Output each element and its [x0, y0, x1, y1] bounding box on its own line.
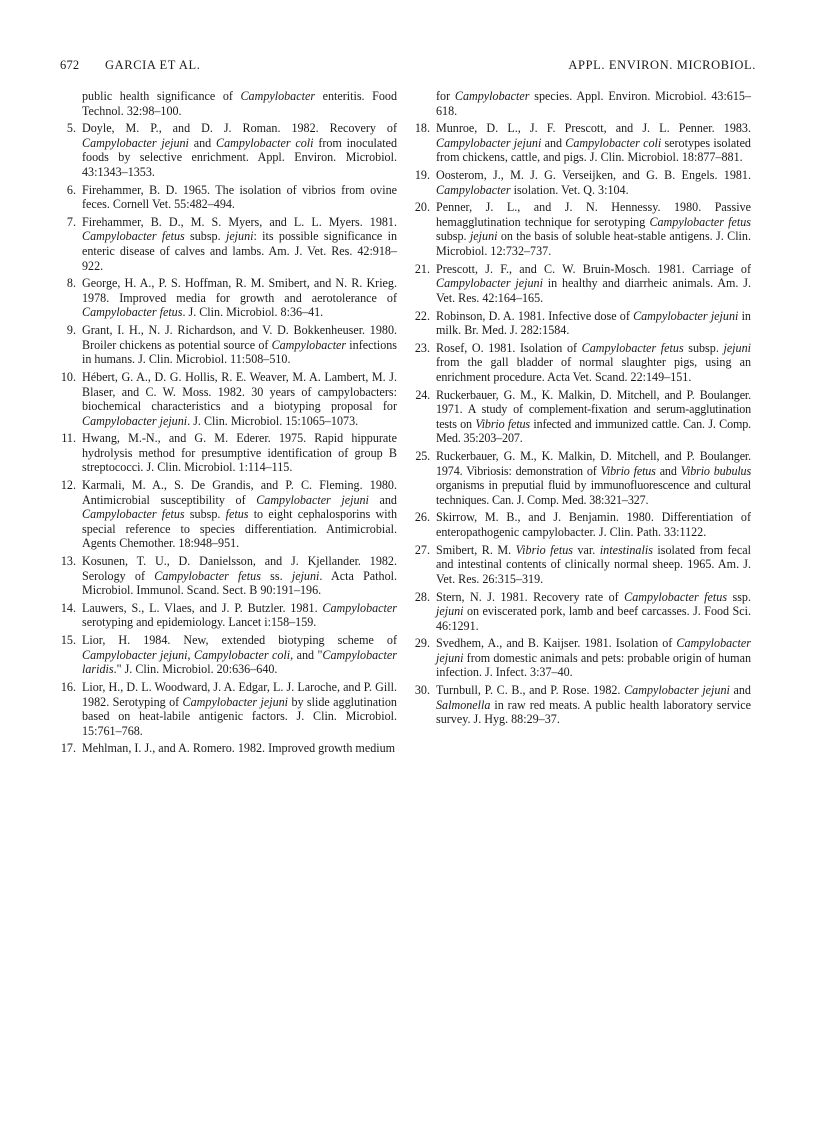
reference-number: 9. — [66, 323, 76, 338]
reference-24: 24. Ruckerbauer, G. M., K. Malkin, D. Mitchell, and P. Boulanger. 1971. A study of complement-fixation and serum-agglutination tests on Vibrio fetus infected and immunized cattle. Can. J. Comp. Med. 35:203–207. — [415, 387, 752, 446]
reference-number: 30. — [414, 683, 430, 698]
reference-number: 27. — [414, 542, 430, 557]
reference-authors: Ruckerbauer, G. M., K. Malkin, D. Mitchell, and P. Boulanger. — [436, 387, 751, 402]
reference-number: 8. — [66, 276, 76, 291]
reference-20: 20. Penner, J. L., and J. N. Hennessy. 1980. Passive hemagglutination technique for serotyping Campylobacter fetus subsp. jejuni on the basis of soluble heat-stable antigens. J. Clin. Microbiol. 12:732–737. — [414, 200, 751, 259]
reference-number: 14. — [60, 600, 76, 615]
reference-23: 23. Rosef, O. 1981. Isolation of Campylobacter fetus subsp. jejuni from the gall bladder of normal slaughter pigs, using an enrichment procedure. Acta Vet. Scand. 22:149–151. — [414, 340, 751, 384]
reference-authors: Lior, H. — [82, 633, 131, 648]
reference-authors: Rosef, O. — [436, 340, 484, 355]
reference-22: 22. Robinson, D. A. 1981. Infective dose of Campylobacter jejuni in milk. Br. Med. J. 282:1584. — [414, 308, 751, 338]
reference-17: 17. Mehlman, I. J., and A. Romero. 1982. Improved growth medium — [60, 741, 396, 756]
reference-6: 6. Firehammer, B. D. 1965. The isolation of vibrios from ovine feces. Cornell Vet. 55:482–494. — [60, 183, 397, 212]
reference-authors: George, H. A., P. S. Hoffman, R. M. Smibert, and N. R. Krieg. — [82, 276, 397, 291]
running-header — [60, 58, 756, 78]
reference-authors: Munroe, D. L., J. F. Prescott, and J. L. Penner. — [436, 121, 715, 136]
reference-12: 12. Karmali, M. A., S. De Grandis, and P. C. Fleming. 1980. Antimicrobial susceptibility of Campylobacter jejuni and Campylobacter fetus subsp. fetus to eight cephalosporins with special reference to species differentiation. Antimicrobial. Agents Chemother. 18:948–951. — [60, 478, 397, 551]
reference-number: 12. — [60, 478, 76, 493]
reference-authors: Robinson, D. A. — [436, 308, 515, 323]
reference-28: 28. Stern, N. J. 1981. Recovery rate of Campylobacter fetus ssp. jejuni on eviscerated pork, lamb and beef carcasses. J. Food Sci. 46:1291. — [414, 589, 751, 633]
reference-8: 8. George, H. A., P. S. Hoffman, R. M. Smibert, and N. R. Krieg. 1978. Improved media for growth and aerotolerance of Campylobacter fetus. J. Clin. Microbiol. 8:36–41. — [60, 276, 397, 320]
reference-number: 21. — [414, 261, 430, 276]
reference-21: 21. Prescott, J. F., and C. W. Bruin-Mosch. 1981. Carriage of Campylobacter jejuni in healthy and diarrheic animals. Am. J. Vet. Res. 42:164–165. — [414, 261, 751, 305]
reference-authors: Prescott, J. F., and C. W. Bruin-Mosch. — [436, 261, 651, 276]
reference-number: 26. — [414, 510, 430, 525]
reference-authors: Svedhem, A., and B. Kaijser. — [436, 636, 581, 651]
reference-30: 30. Turnbull, P. C. B., and P. Rose. 1982. Campylobacter jejuni and Salmonella in raw red meats. A public health laboratory service survey. J. Hyg. 88:29–37. — [414, 683, 751, 727]
reference-number: 23. — [414, 340, 430, 355]
reference-authors: Firehammer, B. D., M. S. Myers, and L. L. Myers. — [82, 214, 363, 229]
reference-authors: Firehammer, B. D. — [82, 182, 178, 197]
reference-number: 24. — [415, 387, 430, 402]
reference-number: 15. — [60, 633, 76, 648]
reference-authors: Mehlman, I. J., and A. Romero. — [82, 741, 235, 756]
reference-7: 7. Firehammer, B. D., M. S. Myers, and L. L. Myers. 1981. Campylobacter fetus subsp. jejuni: its possible significance in enteric disease of calves and lambs. Am. J. Vet. Res. 42:918–922. — [60, 215, 397, 273]
reference-27: 27. Smibert, R. M. Vibrio fetus var. intestinalis isolated from fecal and intestinal contents of clinically normal sheep. 1965. Am. J. Vet. Res. 26:315–319. — [414, 542, 751, 586]
reference-10: 10. Hébert, G. A., D. G. Hollis, R. E. Weaver, M. A. Lambert, M. J. Blaser, and C. W. Moss. 1982. 30 years of campylobacters: biochemical characteristics and a biotyping proposal for Campylobacter jejuni. J. Clin. Microbiol. 15:1065–1073. — [60, 369, 397, 428]
reference-number: 25. — [415, 449, 430, 464]
reference-authors: Stern, N. J. — [436, 589, 495, 604]
reference-15: 15. Lior, H. 1984. New, extended biotyping scheme of Campylobacter jejuni, Campylobacter coli, and "Campylobacter laridis." J. Clin. Microbiol. 20:636–640. — [60, 633, 397, 677]
reference-9: 9. Grant, I. H., N. J. Richardson, and V. D. Bokkenheuser. 1980. Broiler chickens as potential source of Campylobacter infections in humans. J. Clin. Microbiol. 11:508–510. — [60, 323, 397, 367]
page-number: 672 — [60, 58, 80, 72]
reference-authors: Lior, H., D. L. Woodward, J. A. Edgar, L. J. Laroche, and P. Gill. — [82, 680, 397, 695]
references-left-column — [60, 89, 397, 756]
reference-continuation: public health significance of Campylobacter enteritis. Food Technol. 32:98–100. — [82, 89, 397, 118]
reference-authors: Hébert, G. A., D. G. Hollis, R. E. Weaver, M. A. Lambert, M. J. Blaser, and C. W. Moss. — [82, 369, 397, 399]
reference-number: 19. — [414, 168, 430, 183]
reference-number: 6. — [66, 182, 76, 197]
reference-5: 5. Doyle, M. P., and D. J. Roman. 1982. Recovery of Campylobacter jejuni and Campylobacter coli from inoculated foods by selective enrichment. Appl. Environ. Microbiol. 43:1343–1353. — [60, 121, 397, 179]
reference-number: 20. — [414, 200, 430, 215]
reference-number: 22. — [414, 308, 430, 323]
reference-29: 29. Svedhem, A., and B. Kaijser. 1981. Isolation of Campylobacter jejuni from domestic animals and pets: probable origin of human infection. J. Infect. 3:37–40. — [414, 636, 751, 680]
reference-number: 13. — [60, 554, 76, 569]
reference-authors: Ruckerbauer, G. M., K. Malkin, D. Mitchell, and P. Boulanger. — [436, 449, 751, 464]
reference-number: 18. — [414, 121, 430, 136]
reference-number: 7. — [66, 214, 76, 229]
reference-16: 16. Lior, H., D. L. Woodward, J. A. Edgar, L. J. Laroche, and P. Gill. 1982. Serotyping of Campylobacter jejuni by slide agglutination based on heat-labile antigenic factors. J. Clin. Microbiol. 15:761–768. — [60, 680, 397, 738]
reference-26: 26. Skirrow, M. B., and J. Benjamin. 1980. Differentiation of enteropathogenic campylobacter. J. Clin. Path. 33:1122. — [414, 510, 751, 539]
reference-number: 29. — [414, 636, 430, 651]
reference-number: 10. — [60, 369, 76, 384]
running-authors: GARCIA ET AL. — [105, 58, 201, 72]
reference-authors: Lauwers, S., L. Vlaes, and J. P. Butzler. — [82, 600, 286, 615]
reference-authors: Turnbull, P. C. B., and P. Rose. — [436, 683, 590, 698]
reference-number: 11. — [61, 431, 76, 446]
references-right-column — [414, 89, 751, 727]
reference-18: 18. Munroe, D. L., J. F. Prescott, and J. L. Penner. 1983. Campylobacter jejuni and Campylobacter coli serotypes isolated from chickens, cattle, and pigs. J. Clin. Microbiol. 18:877–881. — [414, 121, 751, 165]
reference-authors: Karmali, M. A., S. De Grandis, and P. C. Fleming. — [82, 478, 363, 493]
journal-name: APPL. ENVIRON. MICROBIOL. — [568, 58, 756, 72]
reference-number: 16. — [60, 680, 76, 695]
reference-13: 13. Kosunen, T. U., D. Danielsson, and J. Kjellander. 1982. Serology of Campylobacter fetus ss. jejuni. Acta Pathol. Microbiol. Immunol. Scand. Sect. B 90:191–196. — [60, 554, 398, 598]
reference-authors: Doyle, M. P., and D. J. Roman. — [82, 121, 281, 136]
reference-authors: Grant, I. H., N. J. Richardson, and V. D. Bokkenheuser. — [82, 323, 366, 338]
reference-number: 17. — [60, 741, 76, 756]
reference-11: 11. Hwang, M.-N., and G. M. Ederer. 1975. Rapid hippurate hydrolysis method for presumptive identification of group B streptococci. J. Clin. Microbiol. 1:114–115. — [61, 431, 397, 475]
reference-authors: Skirrow, M. B., and J. Benjamin. — [436, 510, 619, 525]
reference-continuation: for Campylobacter species. Appl. Environ. Microbiol. 43:615–618. — [436, 89, 751, 118]
reference-14: 14. Lauwers, S., L. Vlaes, and J. P. Butzler. 1981. Campylobacter serotyping and epidemiology. Lancet i:158–159. — [60, 600, 397, 630]
reference-authors: Smibert, R. M. — [436, 542, 512, 557]
reference-19: 19. Oosterom, J., M. J. G. Verseijken, and G. B. Engels. 1981. Campylobacter isolation. Vet. Q. 3:104. — [414, 168, 752, 197]
reference-25: 25. Ruckerbauer, G. M., K. Malkin, D. Mitchell, and P. Boulanger. 1974. Vibriosis: demonstration of Vibrio fetus and Vibrio bubulus organisms in preputial fluid by immunofluorescence and cultural techniques. Can. J. Comp. Med. 38:321–327. — [415, 449, 752, 507]
reference-authors: Hwang, M.-N., and G. M. Ederer. — [82, 431, 271, 446]
reference-number: 28. — [414, 589, 430, 604]
reference-number: 5. — [66, 121, 76, 136]
reference-authors: Oosterom, J., M. J. G. Verseijken, and G. B. Engels. — [436, 168, 718, 183]
reference-authors: Kosunen, T. U., D. Danielsson, and J. Kjellander. — [82, 554, 361, 569]
reference-authors: Penner, J. L., and J. N. Hennessy. — [436, 200, 661, 215]
